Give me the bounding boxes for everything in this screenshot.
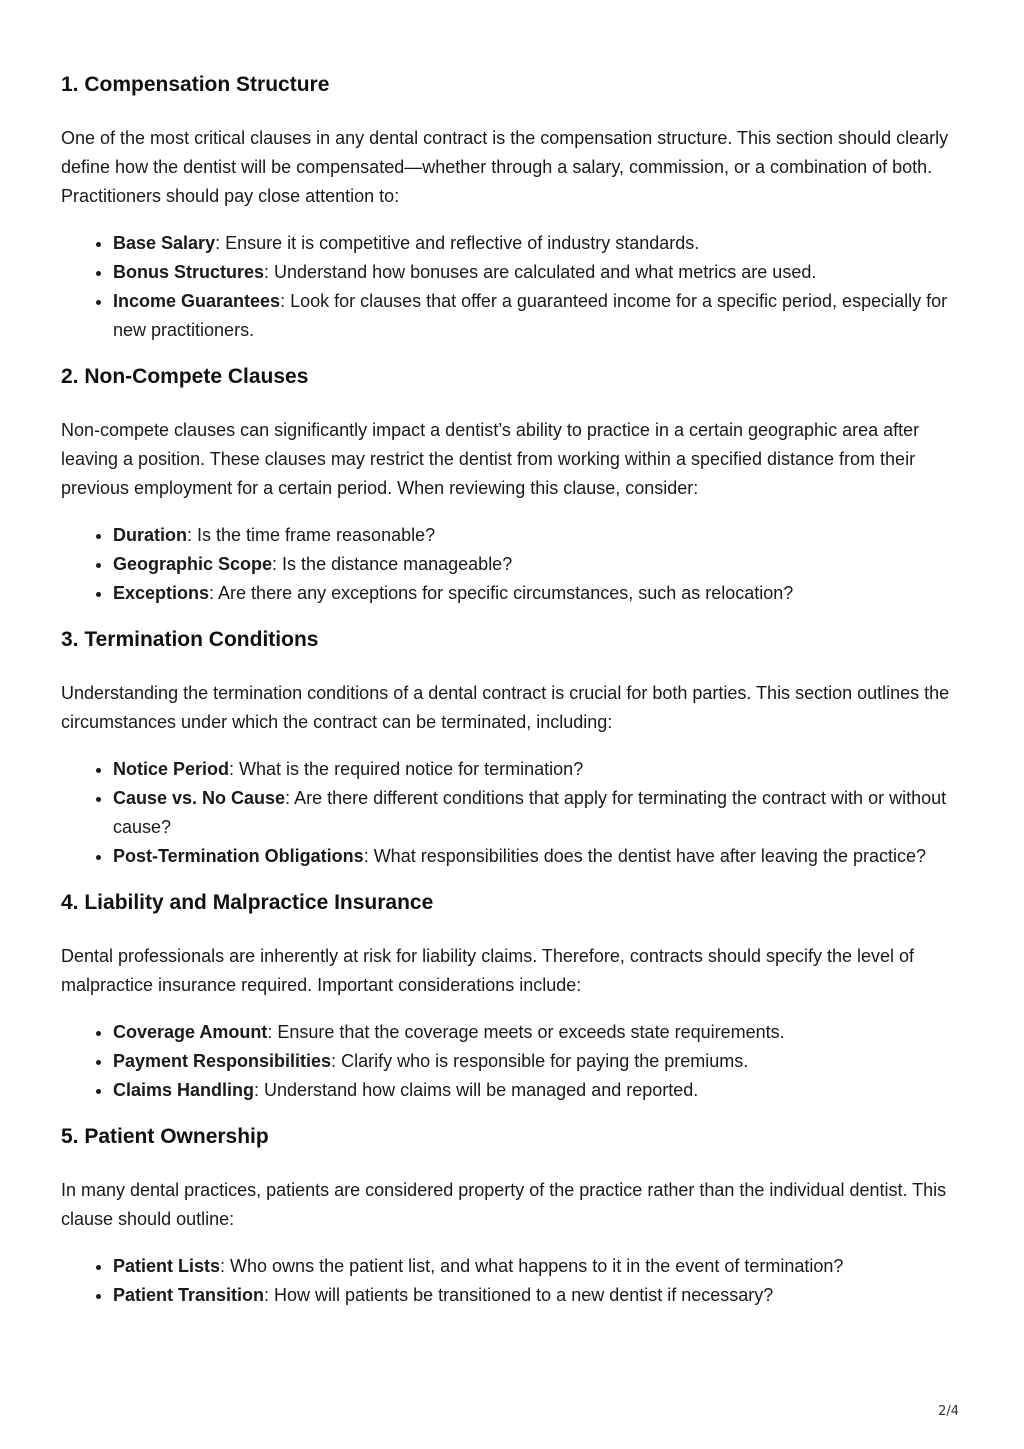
section-heading: 3. Termination Conditions	[61, 628, 319, 651]
bullet-list	[61, 229, 961, 345]
list-item-term: Coverage Amount	[113, 1022, 268, 1042]
list-item-text: : What is the required notice for termination?	[229, 759, 584, 779]
list-item-text: : How will patients be transitioned to a new dentist if necessary?	[264, 1285, 774, 1305]
section-intro: In many dental practices, patients are considered property of the practice rather than the individual dentist. This clause should outline:	[61, 1180, 947, 1229]
list-item-term: Bonus Structures	[113, 262, 265, 282]
list-item	[113, 1076, 961, 1105]
list-item-text: : Are there any exceptions for specific circumstances, such as relocation?	[209, 583, 794, 603]
list-item-text: : Ensure it is competitive and reflective of industry standards.	[215, 233, 700, 253]
list-item-term: Duration	[113, 525, 187, 545]
section-intro: One of the most critical clauses in any dental contract is the compensation structure. This section should clearly define how the dentist will be compensated—whether through a salary, commission, or a combination of both. Practitioners should pay close attention to:	[61, 128, 949, 206]
list-item-text: : Understand how claims will be managed and reported.	[254, 1080, 699, 1100]
list-item-term: Payment Responsibilities	[113, 1051, 332, 1071]
list-item-term: Patient Transition	[113, 1285, 265, 1305]
section-compensation-structure	[61, 66, 961, 345]
list-item	[113, 784, 961, 842]
list-item-text: : Is the distance manageable?	[272, 554, 513, 574]
list-item	[113, 521, 961, 550]
section-termination-conditions	[61, 621, 961, 871]
list-item-term: Exceptions	[113, 583, 210, 603]
list-item	[113, 258, 961, 287]
list-item	[113, 1018, 961, 1047]
document-body	[61, 66, 961, 1323]
section-heading: 2. Non-Compete Clauses	[61, 365, 309, 388]
list-item	[113, 755, 961, 784]
list-item-term: Post-Termination Obligations	[113, 846, 364, 866]
list-item-text: : Look for clauses that offer a guaranteed income for a specific period, especially for new practitioners.	[113, 291, 948, 340]
list-item	[113, 1252, 961, 1281]
list-item-term: Patient Lists	[113, 1256, 221, 1276]
list-item	[113, 1047, 961, 1076]
section-intro: Dental professionals are inherently at risk for liability claims. Therefore, contracts should specify the level of malpractice insurance required. Important considerations include:	[61, 946, 915, 995]
bullet-list	[61, 1252, 961, 1310]
list-item	[113, 229, 961, 258]
list-item-term: Notice Period	[113, 759, 230, 779]
list-item-term: Cause vs. No Cause	[113, 788, 286, 808]
list-item	[113, 842, 961, 871]
section-heading: 4. Liability and Malpractice Insurance	[61, 891, 434, 914]
section-intro: Understanding the termination conditions of a dental contract is crucial for both parties. This section outlines the circumstances under which the contract can be terminated, including:	[61, 683, 950, 732]
page-number: 2/4	[938, 1404, 959, 1419]
list-item-term: Geographic Scope	[113, 554, 273, 574]
section-patient-ownership	[61, 1118, 961, 1310]
section-intro: Non-compete clauses can significantly impact a dentist’s ability to practice in a certain geographic area after leaving a position. These clauses may restrict the dentist from working within a specified distance from their previous employment for a certain period. When reviewing this clause, consider:	[61, 420, 920, 498]
list-item-text: : What responsibilities does the dentist have after leaving the practice?	[363, 846, 927, 866]
list-item	[113, 579, 961, 608]
bullet-list	[61, 1018, 961, 1105]
section-heading: 5. Patient Ownership	[61, 1125, 269, 1148]
list-item-term: Base Salary	[113, 233, 216, 253]
list-item	[113, 287, 961, 345]
list-item	[113, 550, 961, 579]
section-liability-insurance	[61, 884, 961, 1105]
section-heading: 1. Compensation Structure	[61, 73, 330, 96]
bullet-list	[61, 755, 961, 871]
list-item-text: : Is the time frame reasonable?	[187, 525, 436, 545]
list-item-text: : Are there different conditions that apply for terminating the contract with or without cause?	[113, 788, 947, 837]
list-item-text: : Understand how bonuses are calculated and what metrics are used.	[264, 262, 817, 282]
bullet-list	[61, 521, 961, 608]
list-item-text: : Ensure that the coverage meets or exceeds state requirements.	[267, 1022, 785, 1042]
list-item-text: : Who owns the patient list, and what happens to it in the event of termination?	[220, 1256, 844, 1276]
list-item-term: Income Guarantees	[113, 291, 281, 311]
section-non-compete-clauses	[61, 358, 961, 608]
list-item-text: : Clarify who is responsible for paying the premiums.	[331, 1051, 749, 1071]
list-item-term: Claims Handling	[113, 1080, 255, 1100]
list-item	[113, 1281, 961, 1310]
